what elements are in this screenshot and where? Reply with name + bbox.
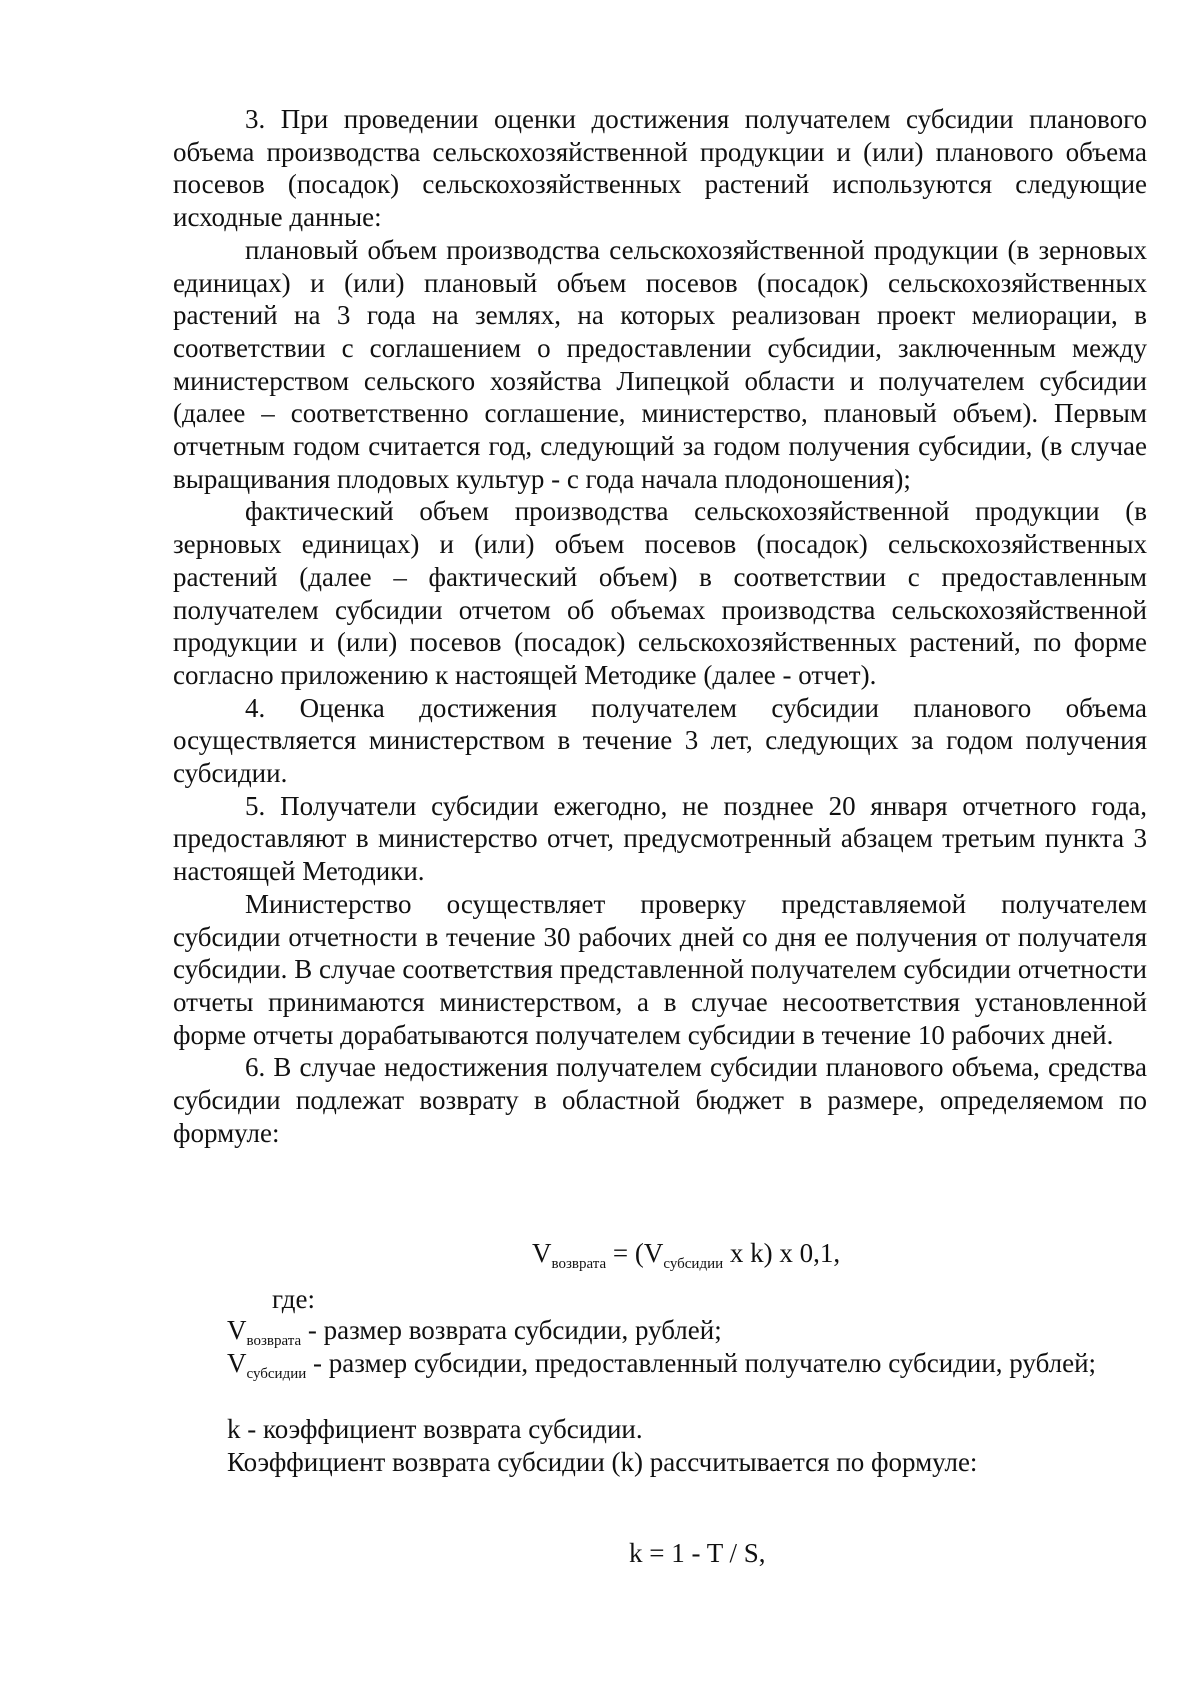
definition-k: k - коэффициент возврата субсидии. — [227, 1414, 643, 1444]
document-body — [173, 103, 1147, 1150]
def-v-subsidy-symbol: V — [227, 1348, 247, 1378]
def-v-subsidy-subscript: субсидии — [246, 1366, 307, 1382]
def-v-return-subscript: возврата — [246, 1333, 302, 1349]
def-v-subsidy-text: - размер субсидии, предоставленный получателю субсидии, рублей; — [306, 1348, 1097, 1378]
paragraph-5-verification: Министерство осуществляет проверку представляемой получателем субсидии отчетности в течение 30 рабочих дней со дня ее получения от получателя субсидии. В случае соответствия представленной получателем субсидии отчетности отчеты принимаются министерством, а в случае несоответствия установленной форме отчеты дорабатываются получателем субсидии в течение 10 рабочих дней. — [173, 888, 1147, 1050]
paragraph-5: 5. Получатели субсидии ежегодно, не позднее 20 января отчетного года, предоставляют в министерство отчет, предусмотренный абзацем третьим пункта 3 настоящей Методики. — [173, 790, 1147, 887]
paragraph-4: 4. Оценка достижения получателем субсидии планового объема осуществляется министерством в течение 3 лет, следующих за годом получения субсидии. — [173, 692, 1147, 789]
formula-tail: x k) x 0,1, — [723, 1238, 841, 1268]
formula-subsidy-subscript: субсидии — [663, 1256, 724, 1272]
formula-equals-open: = (V — [606, 1238, 664, 1268]
paragraph-3-actual-volume: фактический объем производства сельскохозяйственной продукции (в зерновых единицах) и (или) объем посевов (посадок) сельскохозяйственных растений (далее – фактический объем) в соответствии с предоставленным получателем субсидии отчетом об объемах производства сельскохозяйственной продукции и (или) посевов (посадок) сельскохозяйственных растений, по форме согласно приложению к настоящей Методике (далее - отчет). — [173, 496, 1147, 690]
def-v-return-text: - размер возврата субсидии, рублей; — [301, 1315, 722, 1345]
formula-v-symbol: V — [532, 1238, 552, 1268]
formula-coefficient-k: k = 1 - T / S, — [629, 1538, 766, 1568]
formula-return-subscript: возврата — [551, 1256, 607, 1272]
paragraph-3: 3. При проведении оценки достижения получателем субсидии планового объема производства сельскохозяйственной продукции и (или) планового объема посевов (посадок) сельскохозяйственных растений используются следующие исходные данные: — [173, 104, 1147, 233]
paragraph-3-planned-volume: плановый объем производства сельскохозяйственной продукции (в зерновых единицах) и (или) плановый объем посевов (посадок) сельскохозяйственных растений на 3 года на землях, на которых реализован проект мелиорации, в соответствии с соглашением о предоставлении субсидии, заключенным между министерством сельского хозяйства Липецкой области и получателем субсидии (далее – соответственно соглашение, министерство, плановый объем). Первым отчетным годом считается год, следующий за годом получения субсидии, (в случае выращивания плодовых культур - с года начала плодоношения); — [173, 234, 1147, 494]
where-label: где: — [272, 1284, 315, 1314]
definition-v-subsidy — [173, 1347, 1147, 1382]
formula-return-amount — [532, 1237, 841, 1272]
definition-v-return — [227, 1314, 722, 1349]
k-calculation-intro: Коэффициент возврата субсидии (k) рассчитывается по формуле: — [227, 1447, 978, 1477]
def-v-return-symbol: V — [227, 1315, 247, 1345]
paragraph-6: 6. В случае недостижения получателем субсидии планового объема, средства субсидии подлежат возврату в областной бюджет в размере, определяемом по формуле: — [173, 1052, 1147, 1148]
